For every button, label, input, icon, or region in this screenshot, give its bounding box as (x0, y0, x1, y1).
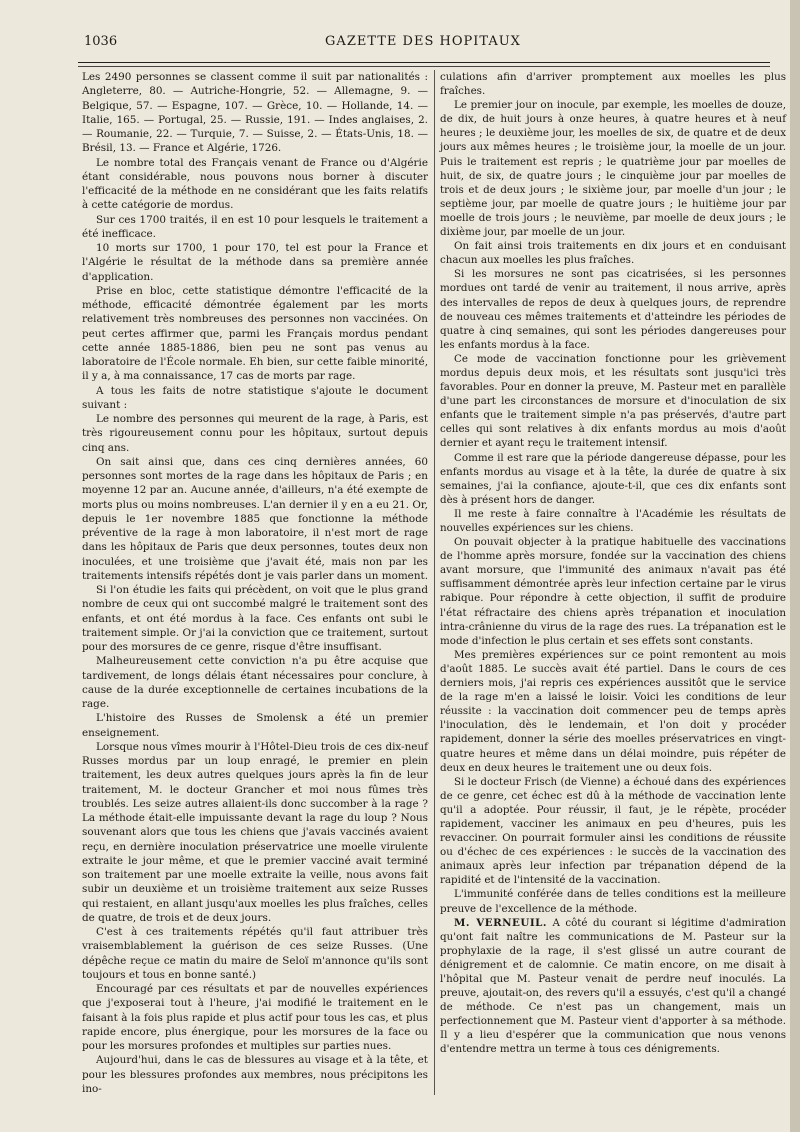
paragraph: Si le docteur Frisch (de Vienne) a échoué dans des expériences de ce genre, cet échec est dû à la méthode de vaccination lente qu'il a adoptée. Pour réussir, il faut, je le répète, procéder rapidement, vacciner les animaux en peu d'heures, puis les revacciner. On pourrait formuler ainsi les conditions de réussite ou d'échec de ces expériences : le succès de la vaccination des animaux après leur infection par trépanation dépend de la rapidité et de l'intensité de la vaccination. (440, 775, 786, 887)
paragraph: On pouvait objecter à la pratique habituelle des vaccinations de l'homme après morsure, fondée sur la vaccination des chiens avant morsure, que l'immunité des animaux n'avait pas été suffisamment démontrée après leur infection certaine par le virus rabique. Pour répondre à cette objection, il suffit de produire l'état réfractaire des chiens après trépanation et inoculation intra-crânienne du virus de la rage des rues. La trépanation est le mode d'infection le plus certain et ses effets sont constants. (440, 536, 786, 647)
paragraph: Si l'on étudie les faits qui précèdent, on voit que le plus grand nombre de ceux qui ont succombé malgré le traitement sont des enfants, et ont été mordus à la face. Ces enfants ont subi le traitement simple. Or j'ai la conviction que ce traitement, surtout pour des morsures de ce genre, risque d'être insuffisant. (82, 584, 428, 653)
page-header (84, 30, 762, 56)
paragraph: A tous les faits de notre statistique s'ajoute le document suivant : (82, 384, 428, 411)
paragraph: Le nombre des personnes qui meurent de la rage, à Paris, est très rigoureusement connu pour les hôpitaux, surtout depuis cinq ans. (82, 413, 428, 454)
paragraph: 10 morts sur 1700, 1 pour 170, tel est pour la France et l'Algérie le résultat de la méthode dans sa première année d'application. (82, 242, 428, 283)
paragraph: Mes premières expériences sur ce point remontent au mois d'août 1885. Le succès avait été partiel. Dans le cours de ces derniers mois, j'ai repris ces expériences aussitôt que le service de la rage m'en a laissé le loisir. Voici les conditions de leur réussite : la vaccination doit commencer peu de temps après l'inoculation, dès le lendemain, et l'on doit y procéder rapidement, donner la série des moelles préservatrices en vingt-quatre heures et même dans un délai moindre, puis répéter de deux en deux heures le traitement une ou deux fois. (440, 648, 786, 774)
paragraph: Comme il est rare que la période dangereuse dépasse, pour les enfants mordus au visage et à la tête, la durée de quatre à six semaines, j'ai la confiance, ajoute-t-il, que ces dix enfants sont dès à présent hors de danger. (440, 451, 786, 506)
paragraph: Prise en bloc, cette statistique démontre l'efficacité de la méthode, efficacité démontrée également par les morts relativement très nombreuses des personnes non vaccinées. On peut certes affirmer que, parmi les Français mordus pendant cette année 1885-1886, bien peu ne sont pas venus au laboratoire de l'École normale. Eh bien, sur cette faible minorité, il y a, à ma connaissance, 17 cas de morts par rage. (82, 284, 428, 383)
speaker-paragraph (440, 916, 786, 1057)
paragraph: On fait ainsi trois traitements en dix jours et en conduisant chacun aux moelles les plus fraîches. (440, 240, 786, 267)
header-rule-bottom (78, 66, 770, 67)
header-rule-top (78, 62, 770, 63)
paragraph: On sait ainsi que, dans ces cinq dernières années, 60 personnes sont mortes de la rage dans les hôpitaux de Paris ; en moyenne 12 par an. Aucune année, d'ailleurs, n'a été exempte de morts plus ou moins nombreuses. L'an dernier il y en a eu 21. Or, depuis le 1er novembre 1885 que fonctionne la méthode préventive de la rage à mon laboratoire, il n'est mort de rage dans les hôpitaux de Paris que deux personnes, toutes deux non inoculées, et une troisième que j'avait été, mais non par les traitements intensifs répétés dont je vais parler dans un moment. (82, 455, 429, 582)
column-divider (434, 70, 435, 1095)
paragraph: Encouragé par ces résultats et par de nouvelles expériences que j'exposerai tout à l'heure, j'ai modifié le traitement en le faisant à la fois plus rapide et plus actif pour tous les cas, et plus rapide encore, plus énergique, pour les morsures de la face ou pour les morsures profondes et multiples sur parties nues. (82, 983, 428, 1052)
paragraph: L'immunité conférée dans de telles conditions est la meilleure preuve de l'excellence de la méthode. (440, 888, 786, 915)
paragraph: Si les morsures ne sont pas cicatrisées, si les personnes mordues ont tardé de venir au traitement, il nous arrive, après des intervalles de repos de deux à quelques jours, de reprendre de nouveau ces mêmes traitements et d'atteindre les périodes de quatre à cinq semaines, qui sont les périodes dangereuses pour les enfants mordus à la face. (440, 268, 786, 351)
paragraph: Ce mode de vaccination fonctionne pour les grièvement mordus depuis deux mois, et les résultats sont jusqu'ici très favorables. Pour en donner la preuve, M. Pasteur met en parallèle d'une part les circonstances de morsure et d'inoculation de six enfants que le traitement simple n'a pas préservés, d'autre part celles qui sont relatives à dix enfants mordus au mois d'août dernier et ayant reçu le traitement intensif. (440, 352, 786, 450)
page-edge (790, 0, 800, 1132)
paragraph: L'histoire des Russes de Smolensk a été un premier enseignement. (82, 712, 428, 739)
journal-title: GAZETTE DES HOPITAUX (325, 34, 521, 49)
paragraph: Le nombre total des Français venant de France ou d'Algérie étant considérable, nous pouvons nous borner à discuter l'efficacité de la méthode en ne considérant que les faits relatifs à cette catégorie de mordus. (82, 156, 428, 212)
paragraph: C'est à ces traitements répétés qu'il faut attribuer très vraisemblablement la guérison de ces seize Russes. (Une dépêche reçue ce matin du maire de Seloï m'annonce qu'ils sont toujours et tous en bonne santé.) (82, 926, 428, 981)
paragraph: Lorsque nous vîmes mourir à l'Hôtel-Dieu trois de ces dix-neuf Russes mordus par un loup enragé, le premier en plein traitement, les deux autres quelques jours après la fin de leur traitement, M. le docteur Grancher et moi nous fûmes très troublés. Les seize autres allaient-ils donc succomber à la rage ? La méthode était-elle impuissante devant la rage du loup ? Nous souvenant alors que tous les chiens que j'avais vaccinés avaient reçu, en dernière inoculation préservatrice une moelle virulente extraite le jour même, et que le premier vacciné avait terminé son traitement par une moelle extraite la veille, nous avons fait subir un deuxième et un troisième traitement aux seize Russes qui restaient, en allant jusqu'aux moelles les plus fraîches, celles de quatre, de trois et de deux jours. (82, 740, 428, 924)
paragraph: Il me reste à faire connaître à l'Académie les résultats de nouvelles expériences sur les chiens. (440, 507, 786, 534)
paragraph: Sur ces 1700 traités, il en est 10 pour lesquels le traitement a été inefficace. (82, 213, 428, 240)
paragraph: culations afin d'arriver promptement aux moelles les plus fraîches. (440, 71, 786, 98)
paragraph: Le premier jour on inocule, par exemple, les moelles de douze, de dix, de huit jours à onze heures, à quatre heures et à neuf heures ; le deuxième jour, les moelles de six, de quatre et de deux jours aux mêmes heures ; le troisième jour, la moelle de un jour. Puis le traitement est repris ; le quatrième jour par moelles de huit, de six, de quatre jours ; le cinquième jour par moelles de trois et de deux jours ; le sixième jour, par moelle d'un jour ; le septième jour, par moelle de quatre jours ; le huitième jour par moelle de trois jours ; le neuvième, par moelle de deux jours ; le dixième jour, par moelle de un jour. (440, 99, 786, 239)
speaker-name: M. VERNEUIL. (454, 916, 548, 929)
paragraph: Malheureusement cette conviction n'a pu être acquise que tardivement, de longs délais étant nécessaires pour conclure, à cause de la durée exceptionnelle de certaines incubations de la rage. (82, 655, 428, 710)
page-number: 1036 (84, 34, 118, 49)
right-column (440, 70, 786, 1057)
paragraph: Aujourd'hui, dans le cas de blessures au visage et à la tête, et pour les blessures profondes aux membres, nous précipitons les ino- (82, 1054, 428, 1095)
left-column (82, 70, 428, 1096)
speaker-text: A côté du courant si légitime d'admiration qu'ont fait naître les communications de M. Pasteur sur la prophylaxie de la rage, il s'est glissé un autre courant de dénigrement et de calomnie. Ce matin encore, on me disait à l'hôpital que M. Pasteur venait de perdre neuf inoculés. La preuve, ajoutait-on, des revers qu'il a essuyés, c'est qu'il a changé de méthode. Ce n'est pas un changement, mais un perfectionnement que M. Pasteur vient d'apporter à sa méthode. Il y a lieu d'espérer que la communication que nous venons d'entendre mettra un terme à tous ces dénigrements. (440, 916, 787, 1056)
paragraph: Les 2490 personnes se classent comme il suit par nationalités : Angleterre, 80. — Autriche-Hongrie, 52. — Allemagne, 9. — Belgique, 57. — Espagne, 107. — Grèce, 10. — Hollande, 14. — Italie, 165. — Portugal, 25. — Russie, 191. — Indes anglaises, 2. — Roumanie, 22. — Turquie, 7. — Suisse, 2. — États-Unis, 18. — Brésil, 13. — France et Algérie, 1726. (82, 71, 428, 155)
